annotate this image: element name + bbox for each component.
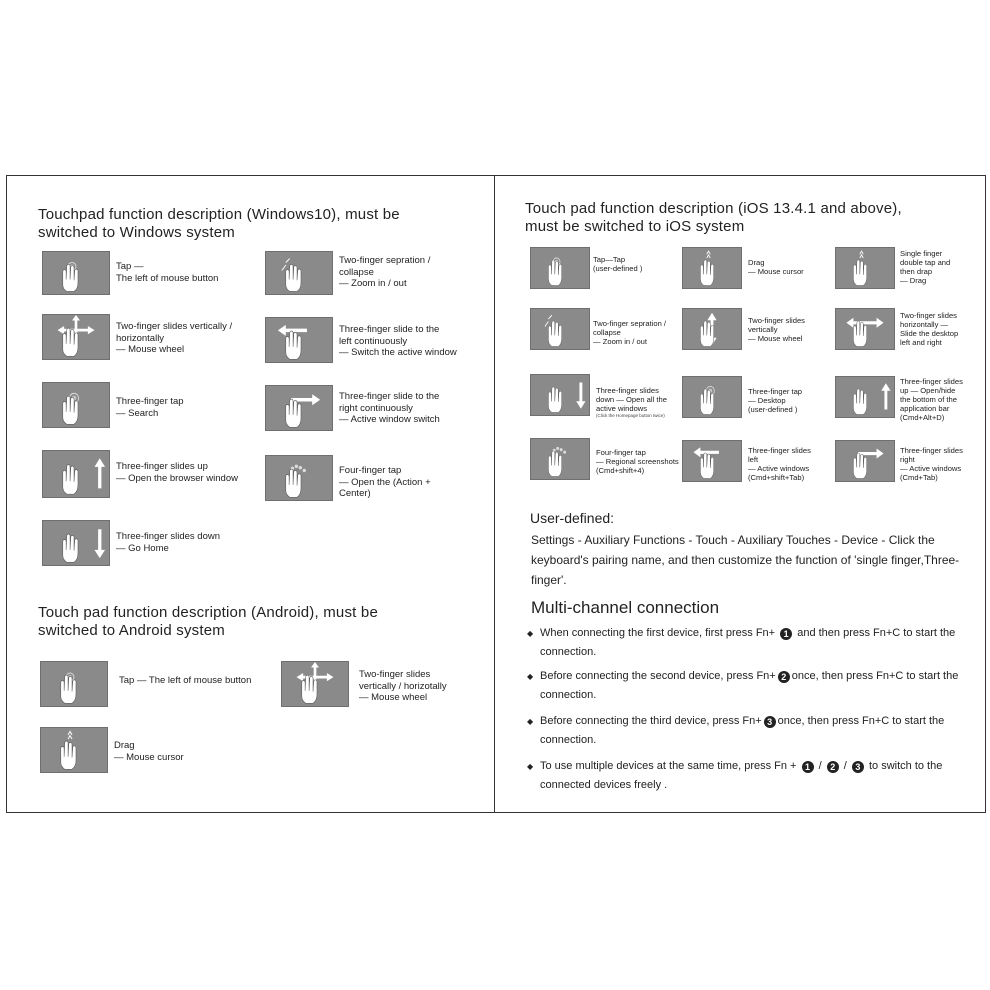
tap-gesture-icon xyxy=(42,251,110,295)
gesture-illustration xyxy=(266,386,332,430)
gesture-description: Drag — Mouse cursor xyxy=(748,258,804,276)
gesture-description: Three-finger slide to the right continuously — Active window switch xyxy=(339,391,440,425)
three-finger-up-gesture-icon xyxy=(42,450,110,498)
multi-channel-heading: Multi-channel connection xyxy=(531,598,720,617)
android-section-title: Touch pad function description (Android), must be switched to Android system xyxy=(38,604,378,639)
three-finger-left-gesture-icon xyxy=(682,440,742,482)
gesture-description: Three-finger tap — Search xyxy=(116,396,184,419)
gesture-description: Three-finger tap — Desktop (user-defined ) xyxy=(748,387,803,414)
three-finger-right-gesture-icon xyxy=(835,440,895,482)
gesture-illustration xyxy=(266,252,332,294)
bullet-text: To use multiple devices at the same time, press Fn + 1 / 2 / 3 to switch to the connected devices freely . xyxy=(540,760,943,791)
gesture-description: Tap—Tap (user-defined ) xyxy=(593,255,643,273)
two-finger-vertical-gesture-icon xyxy=(682,308,742,350)
gesture-description: Three-finger slides left — Active windows (Cmd+shift+Tab) xyxy=(748,446,811,482)
gesture-description: Three-finger slides down — Go Home xyxy=(116,531,221,554)
gesture-illustration xyxy=(266,456,332,500)
gesture-description: Two-finger slides horizontally — Slide the desktop left and right xyxy=(900,311,959,347)
number-1-icon: 1 xyxy=(802,761,814,773)
bullet-diamond-icon: ◆ xyxy=(527,629,534,638)
gesture-illustration xyxy=(266,318,332,362)
gesture-description: Drag — Mouse cursor xyxy=(114,740,184,763)
gesture-description-note: (Click the Homepage button twice) xyxy=(596,413,665,418)
gesture-illustration xyxy=(683,309,741,349)
bullet-multiple-devices xyxy=(527,757,967,795)
two-finger-horizontal-gesture-icon xyxy=(835,308,895,350)
drag-gesture-icon xyxy=(682,247,742,289)
gesture-illustration xyxy=(836,248,894,288)
three-finger-left-gesture-icon xyxy=(265,317,333,363)
gesture-description-text: Three-finger slides down — Open all the active windows xyxy=(596,386,667,413)
left-page xyxy=(6,175,495,813)
gesture-illustration xyxy=(531,439,589,479)
bullet-text: When connecting the first device, first press Fn+ 1 and then press Fn+C to start the connection. xyxy=(540,627,956,658)
gesture-description: Two-finger sepration / collapse — Zoom in / out xyxy=(339,255,431,289)
drag-gesture-icon xyxy=(40,727,108,773)
number-2-icon: 2 xyxy=(778,671,790,683)
user-defined-text: Settings - Auxiliary Functions - Touch - Auxiliary Touches - Device - Click the keyboard's pairing name, and then customize the function of 'single finger,Three-finger'. xyxy=(531,533,960,587)
three-finger-down-gesture-icon xyxy=(530,374,590,416)
gesture-illustration xyxy=(531,375,589,415)
bullet-diamond-icon: ◆ xyxy=(527,672,534,681)
gesture-illustration xyxy=(531,309,589,349)
gesture-description: Two-finger sepration / collapse — Zoom in / out xyxy=(593,319,667,346)
bullet-text: Before connecting the second device, press Fn+ 2 once, then press Fn+C to start the connection. xyxy=(540,670,959,701)
gesture-description: Two-finger slides vertically — Mouse wheel xyxy=(748,316,805,343)
gesture-description: Four-finger tap — Open the (Action + Center) xyxy=(339,465,431,499)
three-finger-down-gesture-icon xyxy=(42,520,110,566)
three-finger-right-gesture-icon xyxy=(265,385,333,431)
gesture-illustration xyxy=(836,309,894,349)
pinch-zoom-gesture-icon xyxy=(530,308,590,350)
pinch-zoom-gesture-icon xyxy=(265,251,333,295)
gesture-description: Tap — The left of mouse button xyxy=(119,675,252,686)
gesture-description: Two-finger slides vertically / horizontally — Mouse wheel xyxy=(116,321,233,355)
bullet-third-device xyxy=(527,712,967,750)
bullet-text: Before connecting the third device, press Fn+ 3 once, then press Fn+C to start the connection. xyxy=(540,715,945,746)
double-tap-drag-gesture-icon xyxy=(835,247,895,289)
gesture-illustration xyxy=(43,521,109,565)
gesture-description: Three-finger slide to the left continuously — Switch the active window xyxy=(339,324,457,358)
ios-section-title: Touch pad function description (iOS 13.4.1 and above), must be switched to iOS system xyxy=(525,200,902,235)
gesture-illustration xyxy=(43,451,109,497)
gesture-description: Single finger double tap and then drap — Drag xyxy=(900,249,951,285)
gesture-illustration xyxy=(683,441,741,481)
bullet-first-device xyxy=(527,624,967,662)
gesture-description: Three-finger slides up — Open the browser window xyxy=(116,461,238,484)
gesture-description: Two-finger slides vertically / horizotally — Mouse wheel xyxy=(359,669,447,703)
gesture-illustration xyxy=(683,248,741,288)
gesture-illustration xyxy=(683,377,741,417)
windows-section-title: Touchpad function description (Windows10), must be switched to Windows system xyxy=(38,206,400,241)
gesture-illustration xyxy=(41,662,107,706)
user-defined-heading: User-defined: xyxy=(530,510,615,526)
number-3-icon: 3 xyxy=(852,761,864,773)
gesture-illustration xyxy=(531,248,589,288)
bullet-second-device xyxy=(527,667,967,705)
gesture-illustration xyxy=(43,315,109,359)
number-1-icon: 1 xyxy=(780,628,792,640)
right-page xyxy=(494,175,986,813)
gesture-description xyxy=(596,377,681,428)
gesture-description: Three-finger slides right — Active windows (Cmd+Tab) xyxy=(900,446,963,482)
number-3-icon: 3 xyxy=(764,716,776,728)
bullet-diamond-icon: ◆ xyxy=(527,717,534,726)
gesture-description: Tap — The left of mouse button xyxy=(116,261,219,284)
gesture-description: Three-finger slides up — Open/hide the bottom of the application bar (Cmd+Alt+D) xyxy=(900,377,963,422)
gesture-description: Four-finger tap — Regional screenshots (Cmd+shift+4) xyxy=(596,448,679,475)
gesture-illustration xyxy=(43,383,109,427)
tap-gesture-icon xyxy=(530,247,590,289)
four-finger-tap-gesture-icon xyxy=(530,438,590,480)
gesture-illustration xyxy=(41,728,107,772)
three-finger-tap-gesture-icon xyxy=(42,382,110,428)
three-finger-tap-gesture-icon xyxy=(682,376,742,418)
gesture-illustration xyxy=(836,441,894,481)
number-2-icon: 2 xyxy=(827,761,839,773)
gesture-illustration xyxy=(836,377,894,417)
tap-gesture-icon xyxy=(40,661,108,707)
four-finger-tap-gesture-icon xyxy=(265,455,333,501)
two-finger-scroll-gesture-icon xyxy=(42,314,110,360)
bullet-diamond-icon: ◆ xyxy=(527,762,534,771)
two-finger-scroll-gesture-icon xyxy=(281,661,349,707)
three-finger-up-gesture-icon xyxy=(835,376,895,418)
gesture-illustration xyxy=(282,662,348,706)
gesture-illustration xyxy=(43,252,109,294)
